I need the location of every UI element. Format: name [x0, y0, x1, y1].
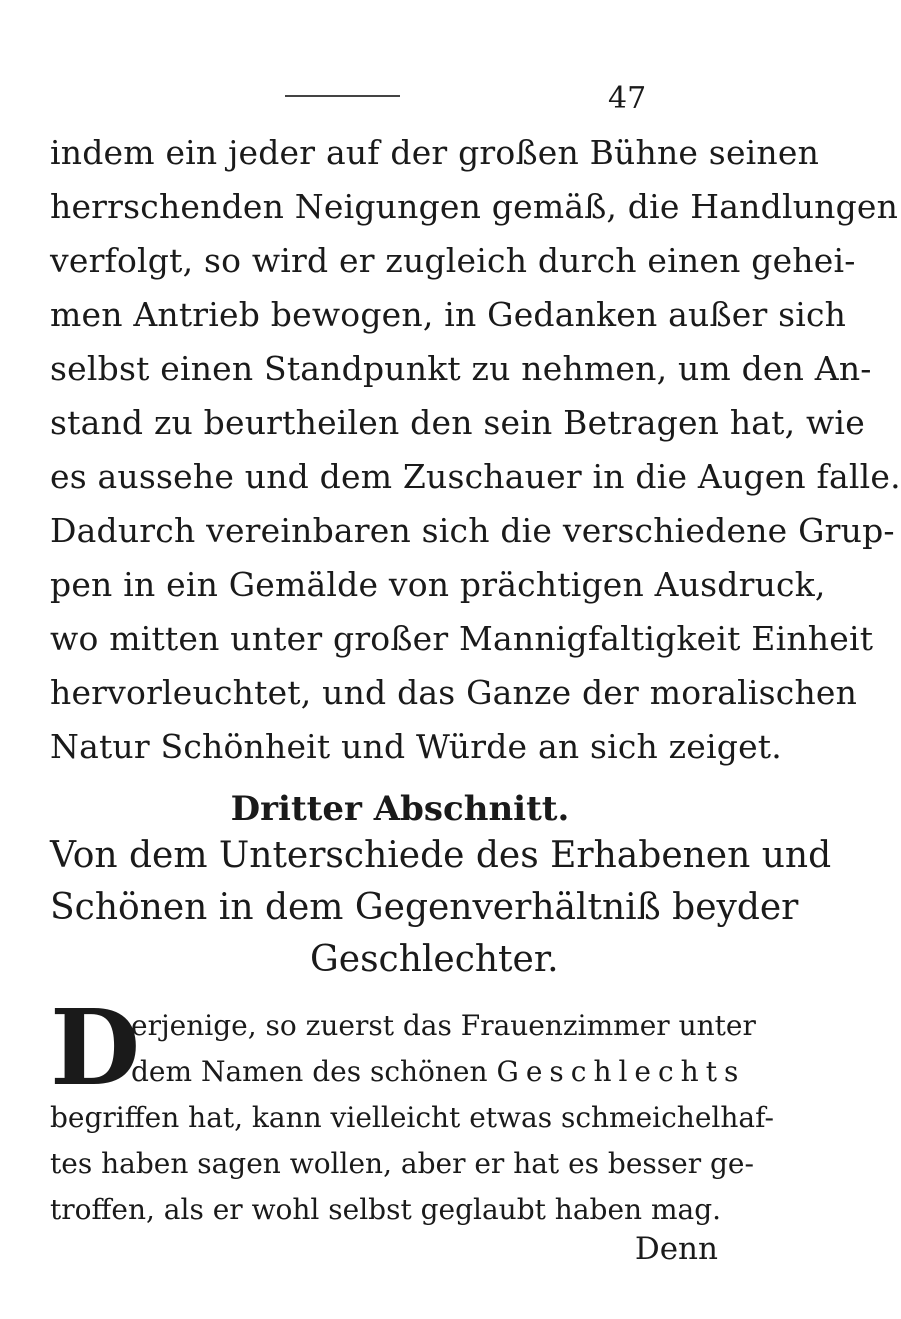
section-title-line: Schönen in dem Gegenverhältniß beyder: [50, 887, 799, 928]
text-line: Dadurch vereinbaren sich die verschiedene Grup-: [50, 511, 895, 550]
section-title-line: Von dem Unterschiede des Erhabenen und: [50, 835, 832, 876]
text-line: pen in ein Gemälde von prächtigen Ausdruck,: [50, 565, 826, 604]
text-line: verfolgt, so wird er zugleich durch einen gehei-: [50, 241, 856, 280]
text-line: wo mitten unter großer Mannigfaltigkeit Einheit: [50, 619, 874, 658]
text-line: es aussehe und dem Zuschauer in die Augen falle.: [50, 457, 901, 496]
emphasized-word: Geschlechts: [496, 1055, 746, 1088]
drop-cap: D: [50, 986, 141, 1109]
text-segment: dem Namen des schönen: [131, 1055, 488, 1088]
header-rule: [285, 95, 400, 97]
text-line: tes haben sagen wollen, aber er hat es besser ge-: [50, 1147, 754, 1180]
catchword: Denn: [634, 1231, 718, 1267]
text-line: hervorleuchtet, und das Ganze der moralischen: [50, 673, 858, 712]
text-line: indem ein jeder auf der großen Bühne seinen: [50, 133, 820, 172]
text-line: [131, 1054, 745, 1090]
text-line: herrschenden Neigungen gemäß, die Handlungen: [50, 187, 899, 226]
section-heading: Dritter Abschnitt.: [230, 789, 570, 829]
section-title-line: Geschlechter.: [310, 939, 559, 980]
text-line: troffen, als er wohl selbst geglaubt haben mag.: [50, 1193, 722, 1226]
page-number: 47: [608, 81, 647, 116]
text-line: stand zu beurtheilen den sein Betragen hat, wie: [50, 403, 865, 442]
text-line: selbst einen Standpunkt zu nehmen, um den An-: [50, 349, 872, 388]
text-line: erjenige, so zuerst das Frauenzimmer unter: [131, 1009, 756, 1042]
text-line: Natur Schönheit und Würde an sich zeiget.: [50, 727, 782, 766]
text-line: men Antrieb bewogen, in Gedanken außer sich: [50, 295, 847, 334]
text-line: begriffen hat, kann vielleicht etwas schmeichelhaf-: [50, 1101, 774, 1134]
